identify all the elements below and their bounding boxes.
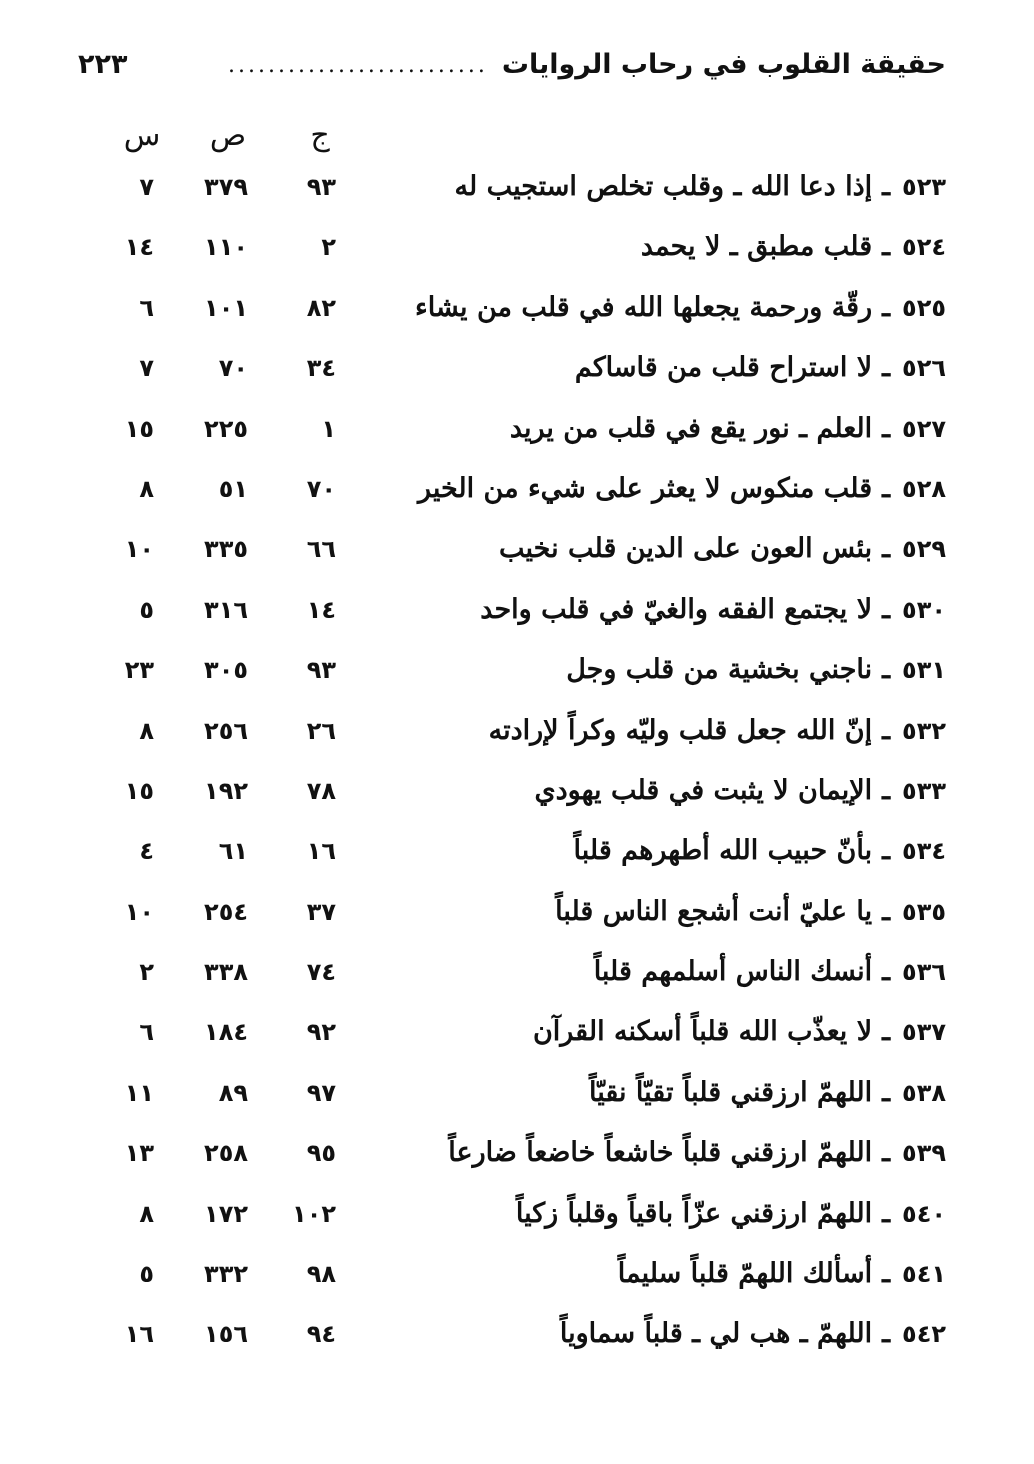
entry-number: ٥٣٦ [902, 958, 946, 987]
entry-dash: ـ [882, 774, 891, 806]
entry-dash: ـ [882, 956, 891, 988]
running-title: حقيقة القلوب في رحاب الروايات [501, 48, 946, 80]
line-number: ١٠ [124, 535, 154, 564]
entry-text-block [516, 1194, 946, 1234]
page-ref: ٣٣٢ [204, 1260, 248, 1289]
entry-title: اللهمّ ارزقني قلباً تقيّاً نقيّاً [588, 1076, 873, 1108]
entry-text-block [454, 167, 946, 207]
line-number: ١٠ [124, 897, 154, 926]
index-entry-row [0, 280, 1034, 340]
entry-title: بأنّ حبيب الله أطهرهم قلباً [573, 835, 873, 867]
entry-text-block [594, 952, 946, 992]
volume-number: ٩٧ [306, 1078, 336, 1107]
index-entry-row [0, 884, 1034, 944]
entry-number: ٥٢٧ [902, 414, 946, 443]
entry-dash: ـ [882, 291, 891, 323]
entry-text-block [566, 650, 946, 690]
entry-dash: ـ [882, 714, 891, 746]
entry-dash: ـ [882, 1076, 891, 1108]
entry-dash: ـ [882, 171, 891, 202]
entry-text-block [510, 409, 946, 449]
entry-dash: ـ [882, 1016, 891, 1048]
entry-text-block [415, 288, 946, 328]
entry-number: ٥٢٥ [902, 293, 946, 322]
volume-number: ٩٥ [306, 1139, 336, 1168]
index-entry-row [0, 642, 1034, 702]
volume-number: ٣٧ [306, 897, 336, 926]
index-entry-row [0, 582, 1034, 642]
column-header-volume: ج [310, 118, 330, 153]
running-header [78, 42, 946, 86]
page-ref: ٣١٦ [204, 595, 248, 624]
entry-title: أسألك اللهمّ قلباً سليماً [617, 1258, 873, 1290]
line-number: ١٦ [124, 1320, 154, 1349]
volume-number: ٧٤ [306, 958, 336, 987]
column-headers [0, 118, 1034, 158]
page-ref: ١١٠ [204, 233, 248, 262]
entry-dash: ـ [882, 1258, 891, 1290]
page-ref: ٢٢٥ [204, 414, 248, 443]
page-ref: ٢٥٤ [204, 897, 248, 926]
volume-number: ١٤ [306, 595, 336, 624]
volume-number: ٩٣ [306, 656, 336, 685]
entry-dash: ـ [882, 352, 891, 384]
entry-number: ٥٣٥ [902, 897, 946, 926]
line-number: ٦ [139, 293, 154, 322]
entry-title: قلب منكوس لا يعثر على شيء من الخير [417, 472, 873, 504]
index-entry-row [0, 1246, 1034, 1306]
volume-number: ٨٢ [306, 293, 336, 322]
entry-title: يا عليّ أنت أشجع الناس قلباً [555, 895, 873, 927]
entry-number: ٥٣٨ [902, 1078, 946, 1107]
index-entry-row [0, 461, 1034, 521]
index-entry-row [0, 703, 1034, 763]
entry-title: الإيمان لا يثبت في قلب يهودي [534, 774, 873, 806]
entry-dash: ـ [882, 231, 891, 263]
entry-number: ٥٢٤ [902, 233, 946, 262]
entry-title: ناجني بخشية من قلب وجل [566, 654, 873, 686]
page-ref: ١٩٢ [204, 776, 248, 805]
line-number: ٥ [139, 1260, 154, 1289]
line-number: ٨ [139, 474, 154, 503]
entry-dash: ـ [882, 1137, 891, 1169]
page-ref: ١٥٦ [204, 1320, 248, 1349]
entry-number: ٥٣١ [902, 656, 946, 685]
column-header-page: ص [209, 118, 247, 153]
entry-text-block [499, 529, 946, 569]
line-number: ٨ [139, 1199, 154, 1228]
index-entry-row [0, 159, 1034, 219]
entry-title: إذا دعا الله ـ وقلب تخلص استجيب له [454, 171, 873, 202]
entry-title: العلم ـ نور يقع في قلب من يريد [509, 412, 873, 444]
leader-dots: .......................... [228, 55, 488, 77]
index-entry-row [0, 1186, 1034, 1246]
entry-number: ٥٣٧ [902, 1018, 946, 1047]
entry-text-block [574, 831, 946, 871]
index-entry-row [0, 1004, 1034, 1064]
volume-number: ١ [321, 414, 336, 443]
line-number: ١١ [124, 1078, 154, 1107]
entry-text-block [555, 892, 946, 932]
entry-title: قلب مطبق ـ لا يحمد [640, 231, 873, 263]
index-entry-row [0, 1065, 1034, 1125]
entry-number: ٥٣٣ [902, 776, 946, 805]
entry-text-block [575, 348, 946, 388]
page-ref: ٣٣٥ [204, 535, 248, 564]
entry-text-block [480, 590, 946, 630]
line-number: ١٤ [124, 233, 154, 262]
page-ref: ٣٠٥ [204, 656, 248, 685]
entry-text-block [641, 227, 946, 267]
entry-text-block [560, 1314, 946, 1354]
index-entry-row [0, 763, 1034, 823]
page-ref: ٨٩ [218, 1078, 248, 1107]
line-number: ٤ [139, 837, 154, 866]
index-entry-row [0, 401, 1034, 461]
page-ref: ٣٣٨ [204, 958, 248, 987]
volume-number: ١٠٢ [292, 1199, 336, 1228]
entry-number: ٥٣٠ [902, 595, 946, 624]
page-ref: ٦١ [218, 837, 248, 866]
index-list [0, 159, 1034, 1367]
index-entry-row [0, 340, 1034, 400]
entry-number: ٥٤٢ [902, 1320, 946, 1349]
entry-text-block [534, 771, 946, 811]
entry-title: لا يعذّب الله قلباً أسكنه القرآن [532, 1016, 873, 1048]
entry-text-block [489, 711, 946, 751]
volume-number: ٦٦ [306, 535, 336, 564]
line-number: ٥ [139, 595, 154, 624]
entry-number: ٥٤٠ [902, 1199, 946, 1228]
page-ref: ٣٧٩ [204, 173, 248, 201]
entry-title: لا استراح قلب من قاساكم [574, 352, 873, 384]
line-number: ٧ [139, 354, 154, 383]
index-entry-row [0, 521, 1034, 581]
volume-number: ٣٤ [306, 354, 336, 383]
entry-number: ٥٢٣ [902, 173, 946, 201]
volume-number: ٧٨ [306, 776, 336, 805]
entry-number: ٥٣٤ [902, 837, 946, 866]
entry-title: بئس العون على الدين قلب نخيب [499, 533, 873, 565]
entry-number: ٥٢٨ [902, 474, 946, 503]
line-number: ٦ [139, 1018, 154, 1047]
entry-title: رقّة ورحمة يجعلها الله في قلب من يشاء [415, 291, 873, 323]
volume-number: ١٦ [306, 837, 336, 866]
index-entry-row [0, 219, 1034, 279]
page-ref: ١٠١ [204, 293, 248, 322]
entry-number: ٥٤١ [902, 1260, 946, 1289]
entry-number: ٥٣٢ [902, 716, 946, 745]
page-ref: ٧٠ [218, 354, 248, 383]
volume-number: ٩٤ [306, 1320, 336, 1349]
entry-text-block [533, 1012, 946, 1052]
entry-number: ٥٢٦ [902, 354, 946, 383]
entry-title: اللهمّ ـ هب لي ـ قلباً سماوياً [559, 1318, 873, 1350]
volume-number: ٢ [321, 233, 336, 262]
volume-number: ٩٨ [306, 1260, 336, 1289]
entry-title: إنّ الله جعل قلب وليّه وكراً لإرادته [488, 714, 873, 746]
entry-number: ٥٢٩ [902, 535, 946, 564]
page-ref: ٢٥٨ [204, 1139, 248, 1168]
entry-dash: ـ [882, 654, 891, 686]
entry-text-block [418, 469, 946, 509]
page-ref: ١٧٢ [204, 1199, 248, 1228]
entry-dash: ـ [882, 593, 891, 625]
entry-text-block [448, 1133, 946, 1173]
volume-number: ٢٦ [306, 716, 336, 745]
line-number: ٨ [139, 716, 154, 745]
line-number: ٧ [139, 173, 154, 201]
entry-title: اللهمّ ارزقني عزّاً باقياً وقلباً زكياً [515, 1197, 873, 1229]
entry-dash: ـ [882, 412, 891, 444]
volume-number: ٧٠ [306, 474, 336, 503]
page-ref: ٥١ [218, 474, 248, 503]
entry-dash: ـ [882, 472, 891, 504]
index-entry-row [0, 1125, 1034, 1185]
page-ref: ٢٥٦ [204, 716, 248, 745]
index-entry-row [0, 1306, 1034, 1366]
entry-dash: ـ [882, 895, 891, 927]
line-number: ٢٣ [124, 656, 154, 685]
volume-number: ٩٢ [306, 1018, 336, 1047]
entry-number: ٥٣٩ [902, 1139, 946, 1168]
column-header-line: س [123, 118, 161, 153]
index-entry-row [0, 944, 1034, 1004]
entry-title: أنسك الناس أسلمهم قلباً [593, 956, 873, 988]
volume-number: ٩٣ [306, 173, 336, 201]
line-number: ١٥ [124, 776, 154, 805]
line-number: ١٥ [124, 414, 154, 443]
entry-text-block [589, 1073, 946, 1113]
entry-text-block [618, 1254, 946, 1294]
line-number: ١٣ [124, 1139, 154, 1168]
entry-title: اللهمّ ارزقني قلباً خاشعاً خاضعاً ضارعاً [448, 1137, 873, 1169]
entry-dash: ـ [882, 1318, 891, 1350]
index-entry-row [0, 823, 1034, 883]
page-number: ٢٢٣ [78, 48, 128, 80]
entry-dash: ـ [882, 1197, 891, 1229]
entry-title: لا يجتمع الفقه والغيّ في قلب واحد [480, 593, 873, 625]
page-ref: ١٨٤ [204, 1018, 248, 1047]
entry-dash: ـ [882, 835, 891, 867]
entry-dash: ـ [882, 533, 891, 565]
line-number: ٢ [139, 958, 154, 987]
